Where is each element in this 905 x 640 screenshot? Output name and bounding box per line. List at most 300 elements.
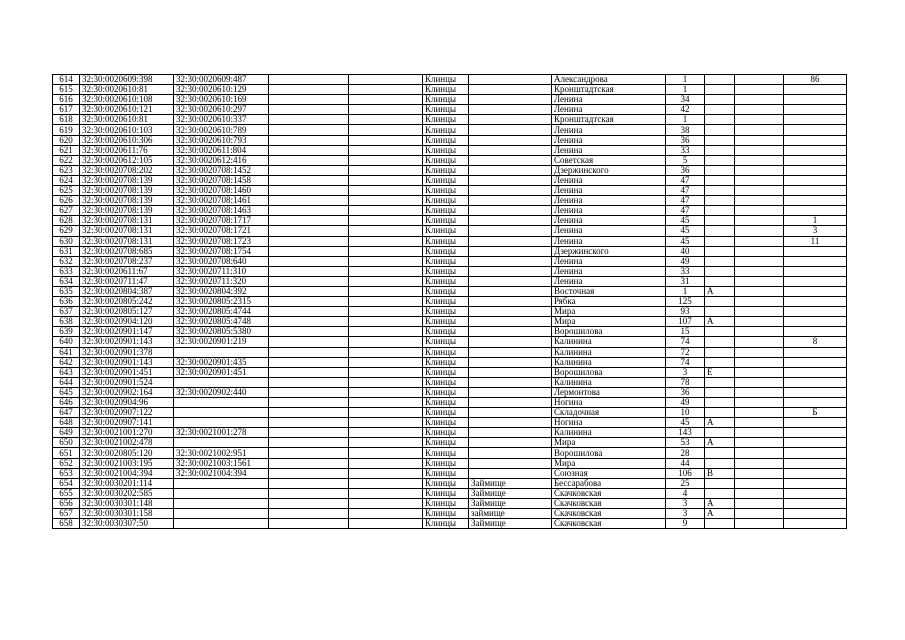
cell-house-number: 74 <box>666 357 705 367</box>
cell-apartment: Б <box>784 408 847 418</box>
cell-apartment <box>784 175 847 185</box>
table-row <box>53 297 847 307</box>
cell-street: Скачковская <box>552 498 666 508</box>
cell-building-cadastral-number <box>174 398 269 408</box>
cell-row-number: 632 <box>53 256 80 266</box>
cell-street: Дзержинского <box>552 165 666 175</box>
cell-cadastral-number: 32:30:0020805:242 <box>80 297 174 307</box>
table-row <box>53 105 847 115</box>
cell-cadastral-number: 32:30:0030301:158 <box>80 509 174 519</box>
cell-cadastral-number: 32:30:0020610:306 <box>80 135 174 145</box>
cell-letter <box>705 135 735 145</box>
cell-blank-col-b <box>349 75 423 85</box>
cell-house-number: 47 <box>666 196 705 206</box>
cell-street: Мира <box>552 317 666 327</box>
cell-row-number: 628 <box>53 216 80 226</box>
table-row <box>53 216 847 226</box>
cell-house-number: 47 <box>666 186 705 196</box>
cell-building <box>735 186 784 196</box>
cell-cadastral-number: 32:30:0020805:127 <box>80 307 174 317</box>
cell-street: Ленина <box>552 276 666 286</box>
cell-street: Дзержинского <box>552 246 666 256</box>
cell-house-number: 143 <box>666 428 705 438</box>
cell-row-number: 648 <box>53 418 80 428</box>
cell-blank-col-a <box>269 337 349 347</box>
cell-row-number: 650 <box>53 438 80 448</box>
cell-building-cadastral-number: 32:30:0020708:1754 <box>174 246 269 256</box>
table-row <box>53 286 847 296</box>
cell-street: Калинина <box>552 377 666 387</box>
cell-house-number: 31 <box>666 276 705 286</box>
cell-row-number: 631 <box>53 246 80 256</box>
cell-blank-col-a <box>269 135 349 145</box>
cell-city: Клинцы <box>423 337 469 347</box>
cell-city: Клинцы <box>423 216 469 226</box>
cell-apartment <box>784 398 847 408</box>
cell-settlement <box>469 105 552 115</box>
cell-apartment <box>784 196 847 206</box>
cell-settlement: Займище <box>469 478 552 488</box>
table-row <box>53 196 847 206</box>
cell-building <box>735 387 784 397</box>
cell-street: Александрова <box>552 75 666 85</box>
table-row <box>53 317 847 327</box>
cell-settlement <box>469 418 552 428</box>
cell-building <box>735 75 784 85</box>
cell-building-cadastral-number <box>174 438 269 448</box>
cell-city: Клинцы <box>423 196 469 206</box>
cell-settlement <box>469 387 552 397</box>
cell-blank-col-a <box>269 377 349 387</box>
table-row <box>53 337 847 347</box>
cell-city: Клинцы <box>423 367 469 377</box>
cell-cadastral-number: 32:30:0020708:139 <box>80 206 174 216</box>
cell-letter <box>705 226 735 236</box>
cell-building <box>735 286 784 296</box>
cell-cadastral-number: 32:30:0020708:139 <box>80 196 174 206</box>
cell-house-number: 33 <box>666 145 705 155</box>
cell-building-cadastral-number: 32:30:0020708:1463 <box>174 206 269 216</box>
cell-house-number: 53 <box>666 438 705 448</box>
cell-building-cadastral-number <box>174 377 269 387</box>
table-row <box>53 498 847 508</box>
cell-blank-col-b <box>349 458 423 468</box>
cell-settlement: Займище <box>469 488 552 498</box>
cell-apartment <box>784 276 847 286</box>
cell-letter <box>705 266 735 276</box>
cell-city: Клинцы <box>423 428 469 438</box>
cell-street: Калинина <box>552 337 666 347</box>
cell-street: Ленина <box>552 95 666 105</box>
cell-building <box>735 145 784 155</box>
cell-apartment <box>784 509 847 519</box>
table-row <box>53 155 847 165</box>
cell-letter: А <box>705 509 735 519</box>
cell-blank-col-a <box>269 236 349 246</box>
cell-building <box>735 327 784 337</box>
cell-blank-col-a <box>269 498 349 508</box>
cell-city: Клинцы <box>423 387 469 397</box>
cell-street: Складочная <box>552 408 666 418</box>
cell-settlement <box>469 297 552 307</box>
cell-house-number: 107 <box>666 317 705 327</box>
cell-cadastral-number: 32:30:0020904:96 <box>80 398 174 408</box>
cell-blank-col-a <box>269 448 349 458</box>
table-row <box>53 266 847 276</box>
cell-city: Клинцы <box>423 256 469 266</box>
cell-cadastral-number: 32:30:0020902:164 <box>80 387 174 397</box>
cell-house-number: 3 <box>666 509 705 519</box>
table-row <box>53 226 847 236</box>
table-row <box>53 428 847 438</box>
cell-building <box>735 307 784 317</box>
cell-building <box>735 448 784 458</box>
cell-letter: В <box>705 468 735 478</box>
cell-letter <box>705 165 735 175</box>
cell-row-number: 651 <box>53 448 80 458</box>
table-row <box>53 347 847 357</box>
cell-settlement <box>469 155 552 165</box>
cell-house-number: 36 <box>666 387 705 397</box>
cell-blank-col-b <box>349 266 423 276</box>
cell-building-cadastral-number <box>174 408 269 418</box>
cell-letter <box>705 85 735 95</box>
cell-settlement <box>469 125 552 135</box>
table-row <box>53 327 847 337</box>
cell-apartment <box>784 347 847 357</box>
cell-street: Бессарабова <box>552 478 666 488</box>
cell-street: Калинина <box>552 428 666 438</box>
table-row <box>53 85 847 95</box>
cell-blank-col-b <box>349 347 423 357</box>
cell-street: Ленина <box>552 216 666 226</box>
cell-blank-col-a <box>269 357 349 367</box>
cell-blank-col-a <box>269 186 349 196</box>
cell-blank-col-a <box>269 206 349 216</box>
cell-city: Клинцы <box>423 377 469 387</box>
cell-cadastral-number: 32:30:0020901:524 <box>80 377 174 387</box>
cell-building <box>735 226 784 236</box>
cell-apartment <box>784 297 847 307</box>
cell-building-cadastral-number: 32:30:0020708:1460 <box>174 186 269 196</box>
cell-city: Клинцы <box>423 186 469 196</box>
cell-blank-col-a <box>269 519 349 529</box>
table-row <box>53 367 847 377</box>
cell-letter <box>705 408 735 418</box>
cell-city: Клинцы <box>423 347 469 357</box>
cell-blank-col-b <box>349 165 423 175</box>
cell-settlement <box>469 145 552 155</box>
cell-row-number: 640 <box>53 337 80 347</box>
cell-blank-col-b <box>349 155 423 165</box>
cell-house-number: 34 <box>666 95 705 105</box>
cell-settlement <box>469 327 552 337</box>
cell-city: Клинцы <box>423 115 469 125</box>
table-row <box>53 186 847 196</box>
cell-letter <box>705 276 735 286</box>
cell-city: Клинцы <box>423 155 469 165</box>
cell-apartment: 8 <box>784 337 847 347</box>
cell-row-number: 641 <box>53 347 80 357</box>
cell-letter <box>705 488 735 498</box>
cell-blank-col-a <box>269 226 349 236</box>
cell-letter <box>705 519 735 529</box>
cell-house-number: 78 <box>666 377 705 387</box>
table-row <box>53 448 847 458</box>
cell-city: Клинцы <box>423 448 469 458</box>
cell-apartment <box>784 448 847 458</box>
cell-building-cadastral-number <box>174 347 269 357</box>
cell-apartment: 11 <box>784 236 847 246</box>
cell-blank-col-b <box>349 145 423 155</box>
cell-city: Клинцы <box>423 276 469 286</box>
cell-row-number: 638 <box>53 317 80 327</box>
cell-letter <box>705 337 735 347</box>
cadastral-table <box>52 74 847 529</box>
cell-building-cadastral-number: 32:30:0020708:1452 <box>174 165 269 175</box>
cell-building <box>735 115 784 125</box>
cell-settlement <box>469 347 552 357</box>
cell-building <box>735 347 784 357</box>
cell-row-number: 654 <box>53 478 80 488</box>
cell-blank-col-b <box>349 85 423 95</box>
cell-cadastral-number: 32:30:0020610:108 <box>80 95 174 105</box>
cell-street: Ленина <box>552 206 666 216</box>
cell-building <box>735 468 784 478</box>
cell-building <box>735 206 784 216</box>
cell-street: Калинина <box>552 347 666 357</box>
cell-building-cadastral-number: 32:30:0020610:789 <box>174 125 269 135</box>
cell-blank-col-b <box>349 509 423 519</box>
cell-row-number: 653 <box>53 468 80 478</box>
cell-apartment <box>784 85 847 95</box>
cell-street: Ленина <box>552 175 666 185</box>
cell-letter <box>705 246 735 256</box>
cell-building-cadastral-number: 32:30:0020805:4744 <box>174 307 269 317</box>
cell-row-number: 644 <box>53 377 80 387</box>
cell-cadastral-number: 32:30:0020708:685 <box>80 246 174 256</box>
cell-blank-col-b <box>349 175 423 185</box>
cell-apartment <box>784 438 847 448</box>
cell-house-number: 49 <box>666 256 705 266</box>
cell-building <box>735 317 784 327</box>
cell-cadastral-number: 32:30:0020708:131 <box>80 216 174 226</box>
cell-apartment <box>784 458 847 468</box>
cell-cadastral-number: 32:30:0020901:451 <box>80 367 174 377</box>
cell-apartment <box>784 468 847 478</box>
cell-building-cadastral-number <box>174 519 269 529</box>
cell-house-number: 1 <box>666 286 705 296</box>
cell-street: Ленина <box>552 266 666 276</box>
cell-settlement <box>469 246 552 256</box>
table-row <box>53 307 847 317</box>
cell-city: Клинцы <box>423 286 469 296</box>
cell-house-number: 45 <box>666 216 705 226</box>
cell-building <box>735 357 784 367</box>
cell-street: Ленина <box>552 105 666 115</box>
cell-building <box>735 256 784 266</box>
cell-blank-col-b <box>349 286 423 296</box>
cell-letter <box>705 75 735 85</box>
cell-row-number: 620 <box>53 135 80 145</box>
cell-cadastral-number: 32:30:0020804:387 <box>80 286 174 296</box>
cell-row-number: 630 <box>53 236 80 246</box>
cell-letter <box>705 95 735 105</box>
cell-cadastral-number: 32:30:0020610:81 <box>80 115 174 125</box>
cell-city: Клинцы <box>423 135 469 145</box>
cell-apartment: 1 <box>784 216 847 226</box>
cell-street: Кронштадтская <box>552 115 666 125</box>
cell-building <box>735 95 784 105</box>
cell-letter <box>705 125 735 135</box>
cell-row-number: 616 <box>53 95 80 105</box>
cell-settlement <box>469 438 552 448</box>
cell-street: Ногина <box>552 418 666 428</box>
cell-blank-col-b <box>349 236 423 246</box>
table-row <box>53 135 847 145</box>
cell-settlement <box>469 186 552 196</box>
cell-blank-col-a <box>269 297 349 307</box>
cell-house-number: 42 <box>666 105 705 115</box>
cell-row-number: 642 <box>53 357 80 367</box>
cell-blank-col-a <box>269 307 349 317</box>
cell-cadastral-number: 32:30:0020708:237 <box>80 256 174 266</box>
cell-row-number: 634 <box>53 276 80 286</box>
table-row <box>53 125 847 135</box>
cell-building-cadastral-number: 32:30:0020708:640 <box>174 256 269 266</box>
cell-blank-col-a <box>269 347 349 357</box>
cell-apartment <box>784 307 847 317</box>
cell-settlement <box>469 337 552 347</box>
cell-building-cadastral-number: 32:30:0020610:169 <box>174 95 269 105</box>
cell-building <box>735 276 784 286</box>
table-row <box>53 276 847 286</box>
cell-building <box>735 509 784 519</box>
cell-row-number: 622 <box>53 155 80 165</box>
cell-cadastral-number: 32:30:0021001:270 <box>80 428 174 438</box>
cell-blank-col-b <box>349 488 423 498</box>
cell-street: Скачковская <box>552 488 666 498</box>
cell-city: Клинцы <box>423 488 469 498</box>
cell-row-number: 618 <box>53 115 80 125</box>
cell-apartment <box>784 165 847 175</box>
cell-city: Клинцы <box>423 509 469 519</box>
cell-settlement <box>469 286 552 296</box>
cell-row-number: 635 <box>53 286 80 296</box>
cell-apartment <box>784 478 847 488</box>
cell-cadastral-number: 32:30:0020901:143 <box>80 337 174 347</box>
cell-building <box>735 367 784 377</box>
cell-cadastral-number: 32:30:0020611:67 <box>80 266 174 276</box>
cell-building-cadastral-number: 32:30:0020805:5380 <box>174 327 269 337</box>
cell-blank-col-a <box>269 458 349 468</box>
cell-blank-col-b <box>349 377 423 387</box>
cell-city: Клинцы <box>423 206 469 216</box>
cell-building <box>735 165 784 175</box>
cell-settlement <box>469 175 552 185</box>
cell-blank-col-b <box>349 256 423 266</box>
cell-blank-col-b <box>349 226 423 236</box>
cell-settlement <box>469 398 552 408</box>
cell-row-number: 626 <box>53 196 80 206</box>
cell-blank-col-b <box>349 196 423 206</box>
cell-letter <box>705 216 735 226</box>
cell-blank-col-a <box>269 428 349 438</box>
cell-apartment: 86 <box>784 75 847 85</box>
cell-apartment <box>784 266 847 276</box>
cell-blank-col-b <box>349 519 423 529</box>
cell-row-number: 637 <box>53 307 80 317</box>
cell-building <box>735 337 784 347</box>
table-row <box>53 115 847 125</box>
cell-blank-col-a <box>269 408 349 418</box>
cell-house-number: 28 <box>666 448 705 458</box>
cell-cadastral-number: 32:30:0020907:141 <box>80 418 174 428</box>
cell-row-number: 619 <box>53 125 80 135</box>
cell-letter <box>705 387 735 397</box>
cell-blank-col-b <box>349 246 423 256</box>
cell-letter <box>705 196 735 206</box>
cell-apartment <box>784 256 847 266</box>
cell-building <box>735 398 784 408</box>
cell-row-number: 629 <box>53 226 80 236</box>
cell-blank-col-b <box>349 297 423 307</box>
cell-blank-col-a <box>269 488 349 498</box>
cell-settlement <box>469 95 552 105</box>
cell-blank-col-a <box>269 478 349 488</box>
cell-blank-col-b <box>349 135 423 145</box>
cell-apartment <box>784 367 847 377</box>
cell-blank-col-a <box>269 175 349 185</box>
cell-building-cadastral-number: 32:30:0020610:297 <box>174 105 269 115</box>
cell-apartment <box>784 115 847 125</box>
table-row <box>53 256 847 266</box>
cell-letter <box>705 105 735 115</box>
cell-apartment <box>784 519 847 529</box>
cell-blank-col-b <box>349 357 423 367</box>
cell-street: Ленина <box>552 196 666 206</box>
table-row <box>53 175 847 185</box>
cell-cadastral-number: 32:30:0020611:76 <box>80 145 174 155</box>
table-body <box>53 75 847 529</box>
cell-letter: А <box>705 418 735 428</box>
table-row <box>53 206 847 216</box>
cell-apartment <box>784 155 847 165</box>
cell-city: Клинцы <box>423 408 469 418</box>
cell-building-cadastral-number: 32:30:0020610:337 <box>174 115 269 125</box>
cell-row-number: 625 <box>53 186 80 196</box>
cell-cadastral-number: 32:30:0020708:139 <box>80 175 174 185</box>
cell-letter <box>705 347 735 357</box>
cell-letter <box>705 478 735 488</box>
cell-building-cadastral-number: 32:30:0020804:392 <box>174 286 269 296</box>
cell-building-cadastral-number: 32:30:0020711:320 <box>174 276 269 286</box>
cell-building <box>735 519 784 529</box>
cell-blank-col-a <box>269 115 349 125</box>
table-row <box>53 468 847 478</box>
cell-city: Клинцы <box>423 357 469 367</box>
cell-street: Союзная <box>552 468 666 478</box>
cell-building-cadastral-number: 32:30:0021003:1561 <box>174 458 269 468</box>
cell-house-number: 4 <box>666 488 705 498</box>
cell-row-number: 627 <box>53 206 80 216</box>
cell-blank-col-a <box>269 266 349 276</box>
cell-cadastral-number: 32:30:0030201:114 <box>80 478 174 488</box>
cell-letter <box>705 206 735 216</box>
cell-building <box>735 297 784 307</box>
cell-row-number: 617 <box>53 105 80 115</box>
cell-street: Ворошилова <box>552 448 666 458</box>
